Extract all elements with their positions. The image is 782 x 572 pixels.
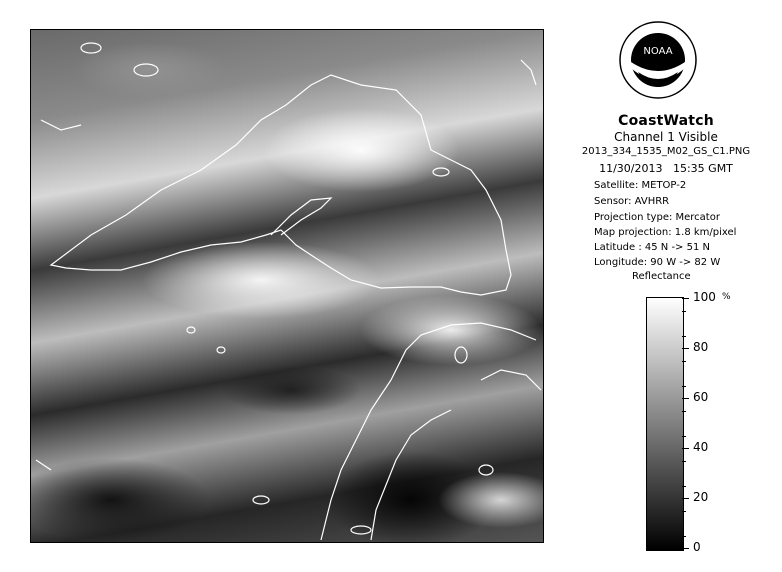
- legend-tick-label: 100: [693, 290, 716, 304]
- satellite-line: Satellite: METOP-2: [594, 180, 687, 191]
- datetime: 11/30/2013 15:35 GMT: [599, 162, 733, 175]
- legend-minor-tick: [682, 511, 686, 512]
- logo-text: NOAA: [643, 46, 673, 57]
- legend-tick-mark: [682, 448, 689, 449]
- legend-tick-label: 80: [693, 340, 709, 354]
- longitude-line: Longitude: 90 W -> 82 W: [594, 257, 721, 268]
- legend-title: Reflectance: [632, 271, 691, 282]
- channel-title: Channel 1 Visible: [614, 130, 718, 144]
- legend-minor-tick: [682, 536, 686, 537]
- legend-minor-tick: [682, 336, 686, 337]
- legend-tick-mark: [682, 298, 689, 299]
- sensor-line: Sensor: AVHRR: [594, 196, 670, 207]
- legend-minor-tick: [682, 386, 686, 387]
- noaa-seal-icon: [618, 20, 698, 100]
- brand-title: CoastWatch: [618, 113, 714, 129]
- legend-tick-mark: [682, 498, 689, 499]
- coastline-overlay: [31, 30, 543, 542]
- legend-tick-label: 40: [693, 440, 709, 454]
- legend-unit: %: [722, 292, 731, 302]
- legend-tick-mark: [682, 548, 689, 549]
- legend-tick-label: 0: [693, 540, 701, 554]
- legend-minor-tick: [682, 311, 686, 312]
- latitude-line: Latitude : 45 N -> 51 N: [594, 242, 710, 253]
- legend-tick-label: 60: [693, 390, 709, 404]
- legend-minor-tick: [682, 461, 686, 462]
- legend-minor-tick: [682, 436, 686, 437]
- filename: 2013_334_1535_M02_GS_C1.PNG: [581, 146, 751, 157]
- map-projection-line: Map projection: 1.8 km/pixel: [594, 227, 737, 238]
- legend-tick-label: 20: [693, 490, 709, 504]
- legend-minor-tick: [682, 411, 686, 412]
- legend-minor-tick: [682, 486, 686, 487]
- satellite-image: [30, 29, 544, 543]
- legend-minor-tick: [682, 361, 686, 362]
- reflectance-colorbar: [646, 297, 684, 551]
- legend-tick-mark: [682, 348, 689, 349]
- projection-type-line: Projection type: Mercator: [594, 212, 720, 223]
- noaa-logo: [618, 20, 698, 100]
- legend-tick-mark: [682, 398, 689, 399]
